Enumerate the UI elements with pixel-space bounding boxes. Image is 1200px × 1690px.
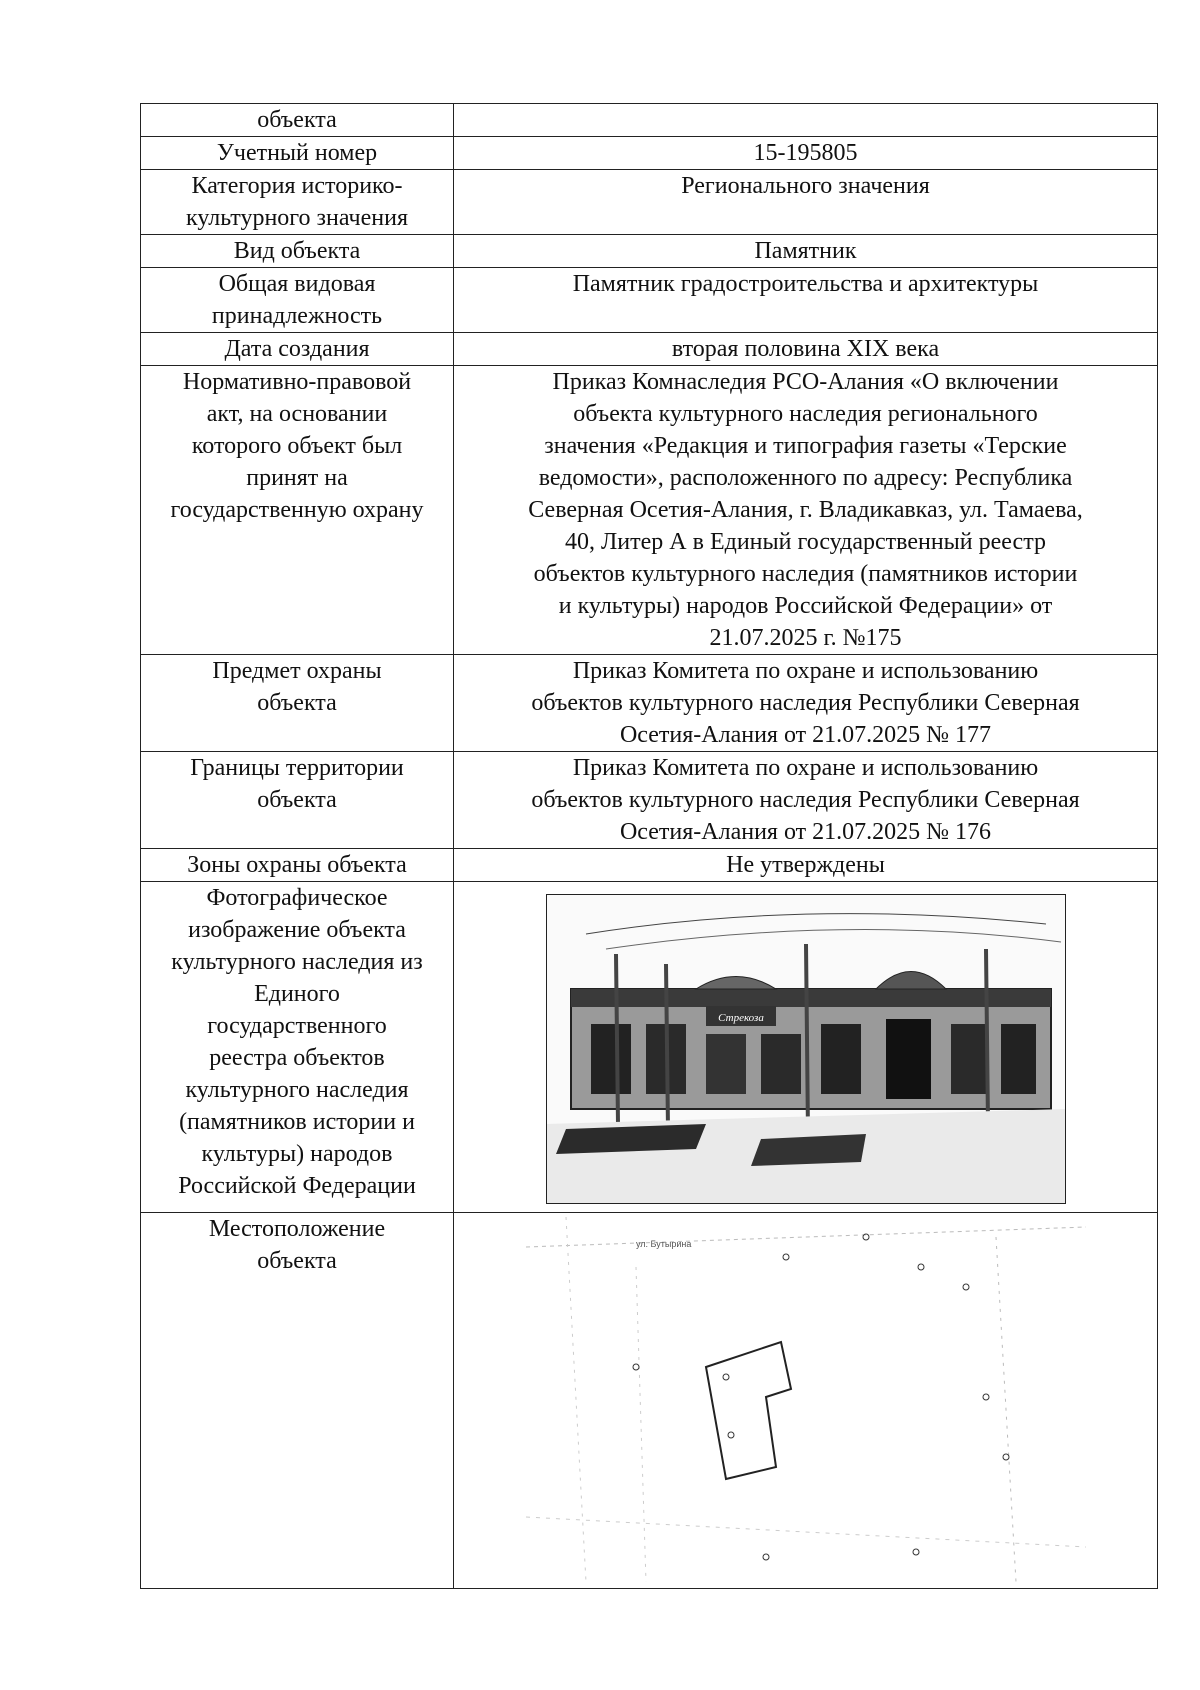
building-photo: [546, 894, 1066, 1204]
table-row: [141, 366, 1158, 655]
row-label-protection-zones: Зоны охраны объекта: [141, 849, 454, 882]
row-value-category: Регионального значения: [454, 170, 1158, 235]
row-value-territory-boundaries: Приказ Комитета по охране и использованию объектов культурного наследия Республики Северная Осетия-Алания от 21.07.2025 № 176: [454, 752, 1158, 849]
table-row: [141, 882, 1158, 1213]
row-value-legal-act: Приказ Комнаследия РСО-Алания «О включении объекта культурного наследия регионального значения «Редакция и типография газеты «Терские ведомости», расположенного по адресу: Республика Северная Осетия-Алания, г. Владикавказ, ул. Тамаева, 40, Литер А в Единый государственный реестр объектов культурного наследия (памятников истории и культуры) народов Российской Федерации» от 21.07.2025 г. №175: [454, 366, 1158, 655]
table-row: [141, 235, 1158, 268]
row-value-location: [454, 1213, 1158, 1589]
row-label-general-type: Общая видовая принадлежность: [141, 268, 454, 333]
row-label-location: Местоположение объекта: [141, 1213, 454, 1589]
row-label-object-cont: объекта: [141, 104, 454, 137]
row-label-photo: Фотографическое изображение объекта культурного наследия из Единого государственного реестра объектов культурного наследия (памятников истории и культуры) народов Российской Федерации: [141, 882, 454, 1213]
table-row: [141, 333, 1158, 366]
row-value-object-cont: [454, 104, 1158, 137]
row-label-object-type: Вид объекта: [141, 235, 454, 268]
table-row: [141, 104, 1158, 137]
object-passport-table: [140, 103, 1158, 1589]
row-label-legal-act: Нормативно-правовой акт, на основании которого объект был принят на государственную охрану: [141, 366, 454, 655]
row-value-protection-subject: Приказ Комитета по охране и использованию объектов культурного наследия Республики Северная Осетия-Алания от 21.07.2025 № 177: [454, 655, 1158, 752]
row-value-object-type: Памятник: [454, 235, 1158, 268]
row-label-territory-boundaries: Границы территории объекта: [141, 752, 454, 849]
row-value-creation-date: вторая половина XIX века: [454, 333, 1158, 366]
table-row: [141, 849, 1158, 882]
location-map: [526, 1217, 1086, 1582]
table-row: [141, 170, 1158, 235]
row-value-registration-number: 15-195805: [454, 137, 1158, 170]
row-label-category: Категория историко- культурного значения: [141, 170, 454, 235]
row-label-registration-number: Учетный номер: [141, 137, 454, 170]
row-value-photo: [454, 882, 1158, 1213]
row-value-protection-zones: Не утверждены: [454, 849, 1158, 882]
row-label-protection-subject: Предмет охраны объекта: [141, 655, 454, 752]
table-row: [141, 268, 1158, 333]
table-row: [141, 137, 1158, 170]
table-row: [141, 752, 1158, 849]
map-street-label: ул. Бутырина: [635, 1239, 691, 1249]
shop-sign-text: Стрекоза: [717, 1012, 764, 1024]
table-row: [141, 1213, 1158, 1589]
table-row: [141, 655, 1158, 752]
row-label-creation-date: Дата создания: [141, 333, 454, 366]
row-value-general-type: Памятник градостроительства и архитектуры: [454, 268, 1158, 333]
